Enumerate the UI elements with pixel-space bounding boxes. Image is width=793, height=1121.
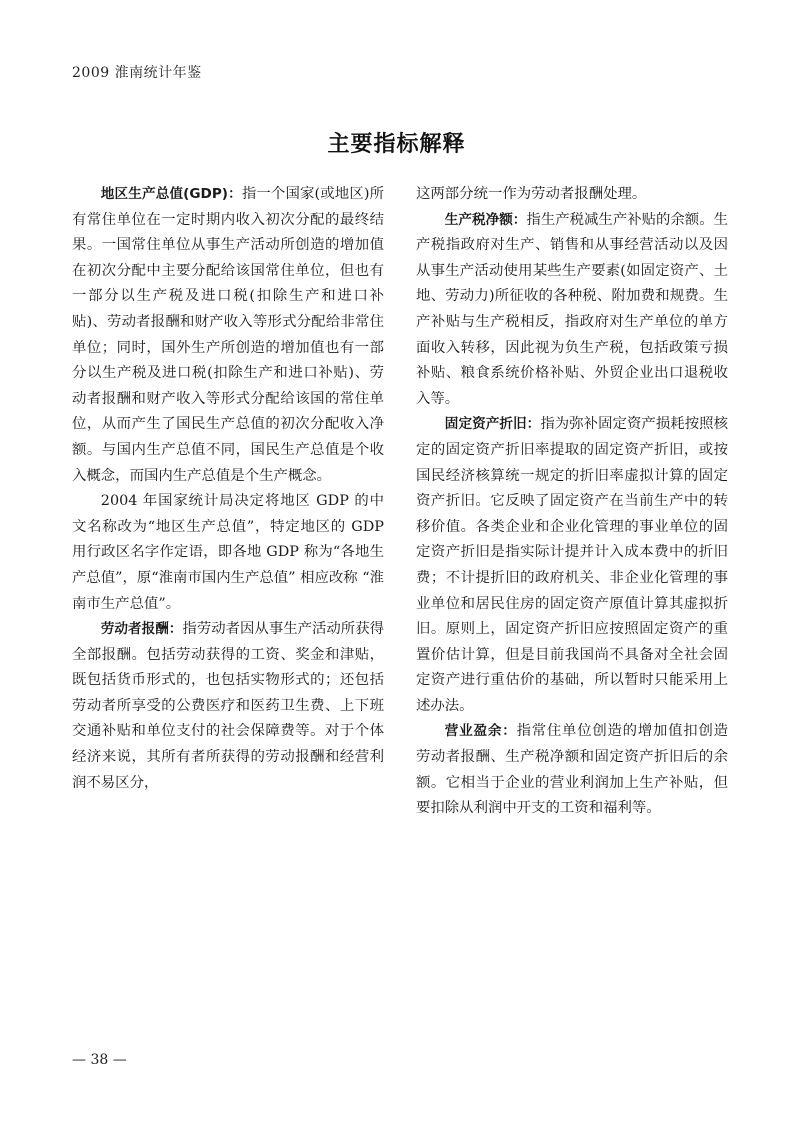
term-gdp: 地区生产总值(GDP)： <box>100 186 242 202</box>
term-depreciation: 固定资产折旧： <box>444 416 541 433</box>
paragraph-operating-surplus <box>416 719 728 821</box>
paragraph-depreciation <box>416 412 728 719</box>
term-labor-compensation: 劳动者报酬： <box>100 621 183 638</box>
page-number: — 38 — <box>72 1052 127 1068</box>
left-column <box>72 182 384 796</box>
definition-gdp-naming: 2004 年国家统计局决定将地区 GDP 的中文名称改为“地区生产总值”，特定地区的 GDP 用行政区名字作定语，即各地 GDP 称为“各地生产总值”，原“淮南市国内生产总值” 相应改称 “淮南市生产总值”。 <box>72 493 384 612</box>
page-title: 主要指标解释 <box>327 132 466 157</box>
running-head: 2009 淮南统计年鉴 <box>72 65 202 81</box>
definition-labor-compensation-cont: 这两部分统一作为劳动者报酬处理。 <box>416 186 647 202</box>
term-net-production-tax: 生产税净额： <box>444 211 527 228</box>
definition-depreciation: 指为弥补固定资产损耗按照核定的固定资产折旧率提取的固定资产折旧，或按国民经济核算统一规定的折旧率虚拟计算的固定资产折旧。它反映了固定资产在当前生产中的转移价值。各类企业和企业化管理的事业单位的固定资产折旧是指实际计提并计入成本费中的折旧费；不计提折旧的政府机关、非企业化管理的事业单位和居民住房的固定资产原值计算其虚拟折旧。原则上，固定资产折旧应按照固定资产的重置价估计算，但是目前我国尚不具备对全社会固定资产进行重估价的基础，所以暂时只能采用上述办法。 <box>416 416 728 714</box>
paragraph-gdp-naming <box>72 489 384 617</box>
definition-operating-surplus: 指常住单位创造的增加值扣创造劳动者报酬、生产税净额和固定资产折旧后的余额。它相当于企业的营业利润加上生产补贴，但要扣除从利润中开支的工资和福利等。 <box>416 723 728 817</box>
paragraph-gdp <box>72 182 384 489</box>
paragraph-labor-compensation-cont <box>416 182 728 208</box>
term-operating-surplus: 营业盈余： <box>444 723 517 740</box>
paragraph-labor-compensation <box>72 617 384 796</box>
right-column <box>416 182 728 822</box>
paragraph-net-production-tax <box>416 208 728 413</box>
definition-labor-compensation: 指劳动者因从事生产活动所获得全部报酬。包括劳动获得的工资、奖金和津贴，既包括货币形式的，也包括实物形式的；还包括劳动者所享受的公费医疗和医药卫生费、上下班交通补贴和单位支付的社会保障费等。对于个体经济来说，其所有者所获得的劳动报酬和经营利润不易区分， <box>72 621 384 791</box>
definition-gdp: 指一个国家(或地区)所有常住单位在一定时期内收入初次分配的最终结果。一国常住单位从事生产活动所创造的增加值在初次分配中主要分配给该国常住单位，但也有一部分以生产税及进口税(扣除生产和进口补贴)、劳动者报酬和财产收入等形式分配给非常住单位；同时，国外生产所创造的增加值也有一部分以生产税及进口税(扣除生产和进口补贴)、劳动者报酬和财产收入等形式分配给该国的常住单位，从而产生了国民生产总值的初次分配收入净额。与国内生产总值不同，国民生产总值是个收入概念，而国内生产总值是个生产概念。 <box>72 186 384 484</box>
definition-net-production-tax: 指生产税减生产补贴的余额。生产税指政府对生产、销售和从事经营活动以及因从事生产活动使用某些生产要素(如固定资产、土地、劳动力)所征收的各种税、附加费和规费。生产补贴与生产税相反，指政府对生产单位的单方面收入转移，因此视为负生产税，包括政策亏损补贴、粮食系统价格补贴、外贸企业出口退税收入等。 <box>416 211 728 407</box>
